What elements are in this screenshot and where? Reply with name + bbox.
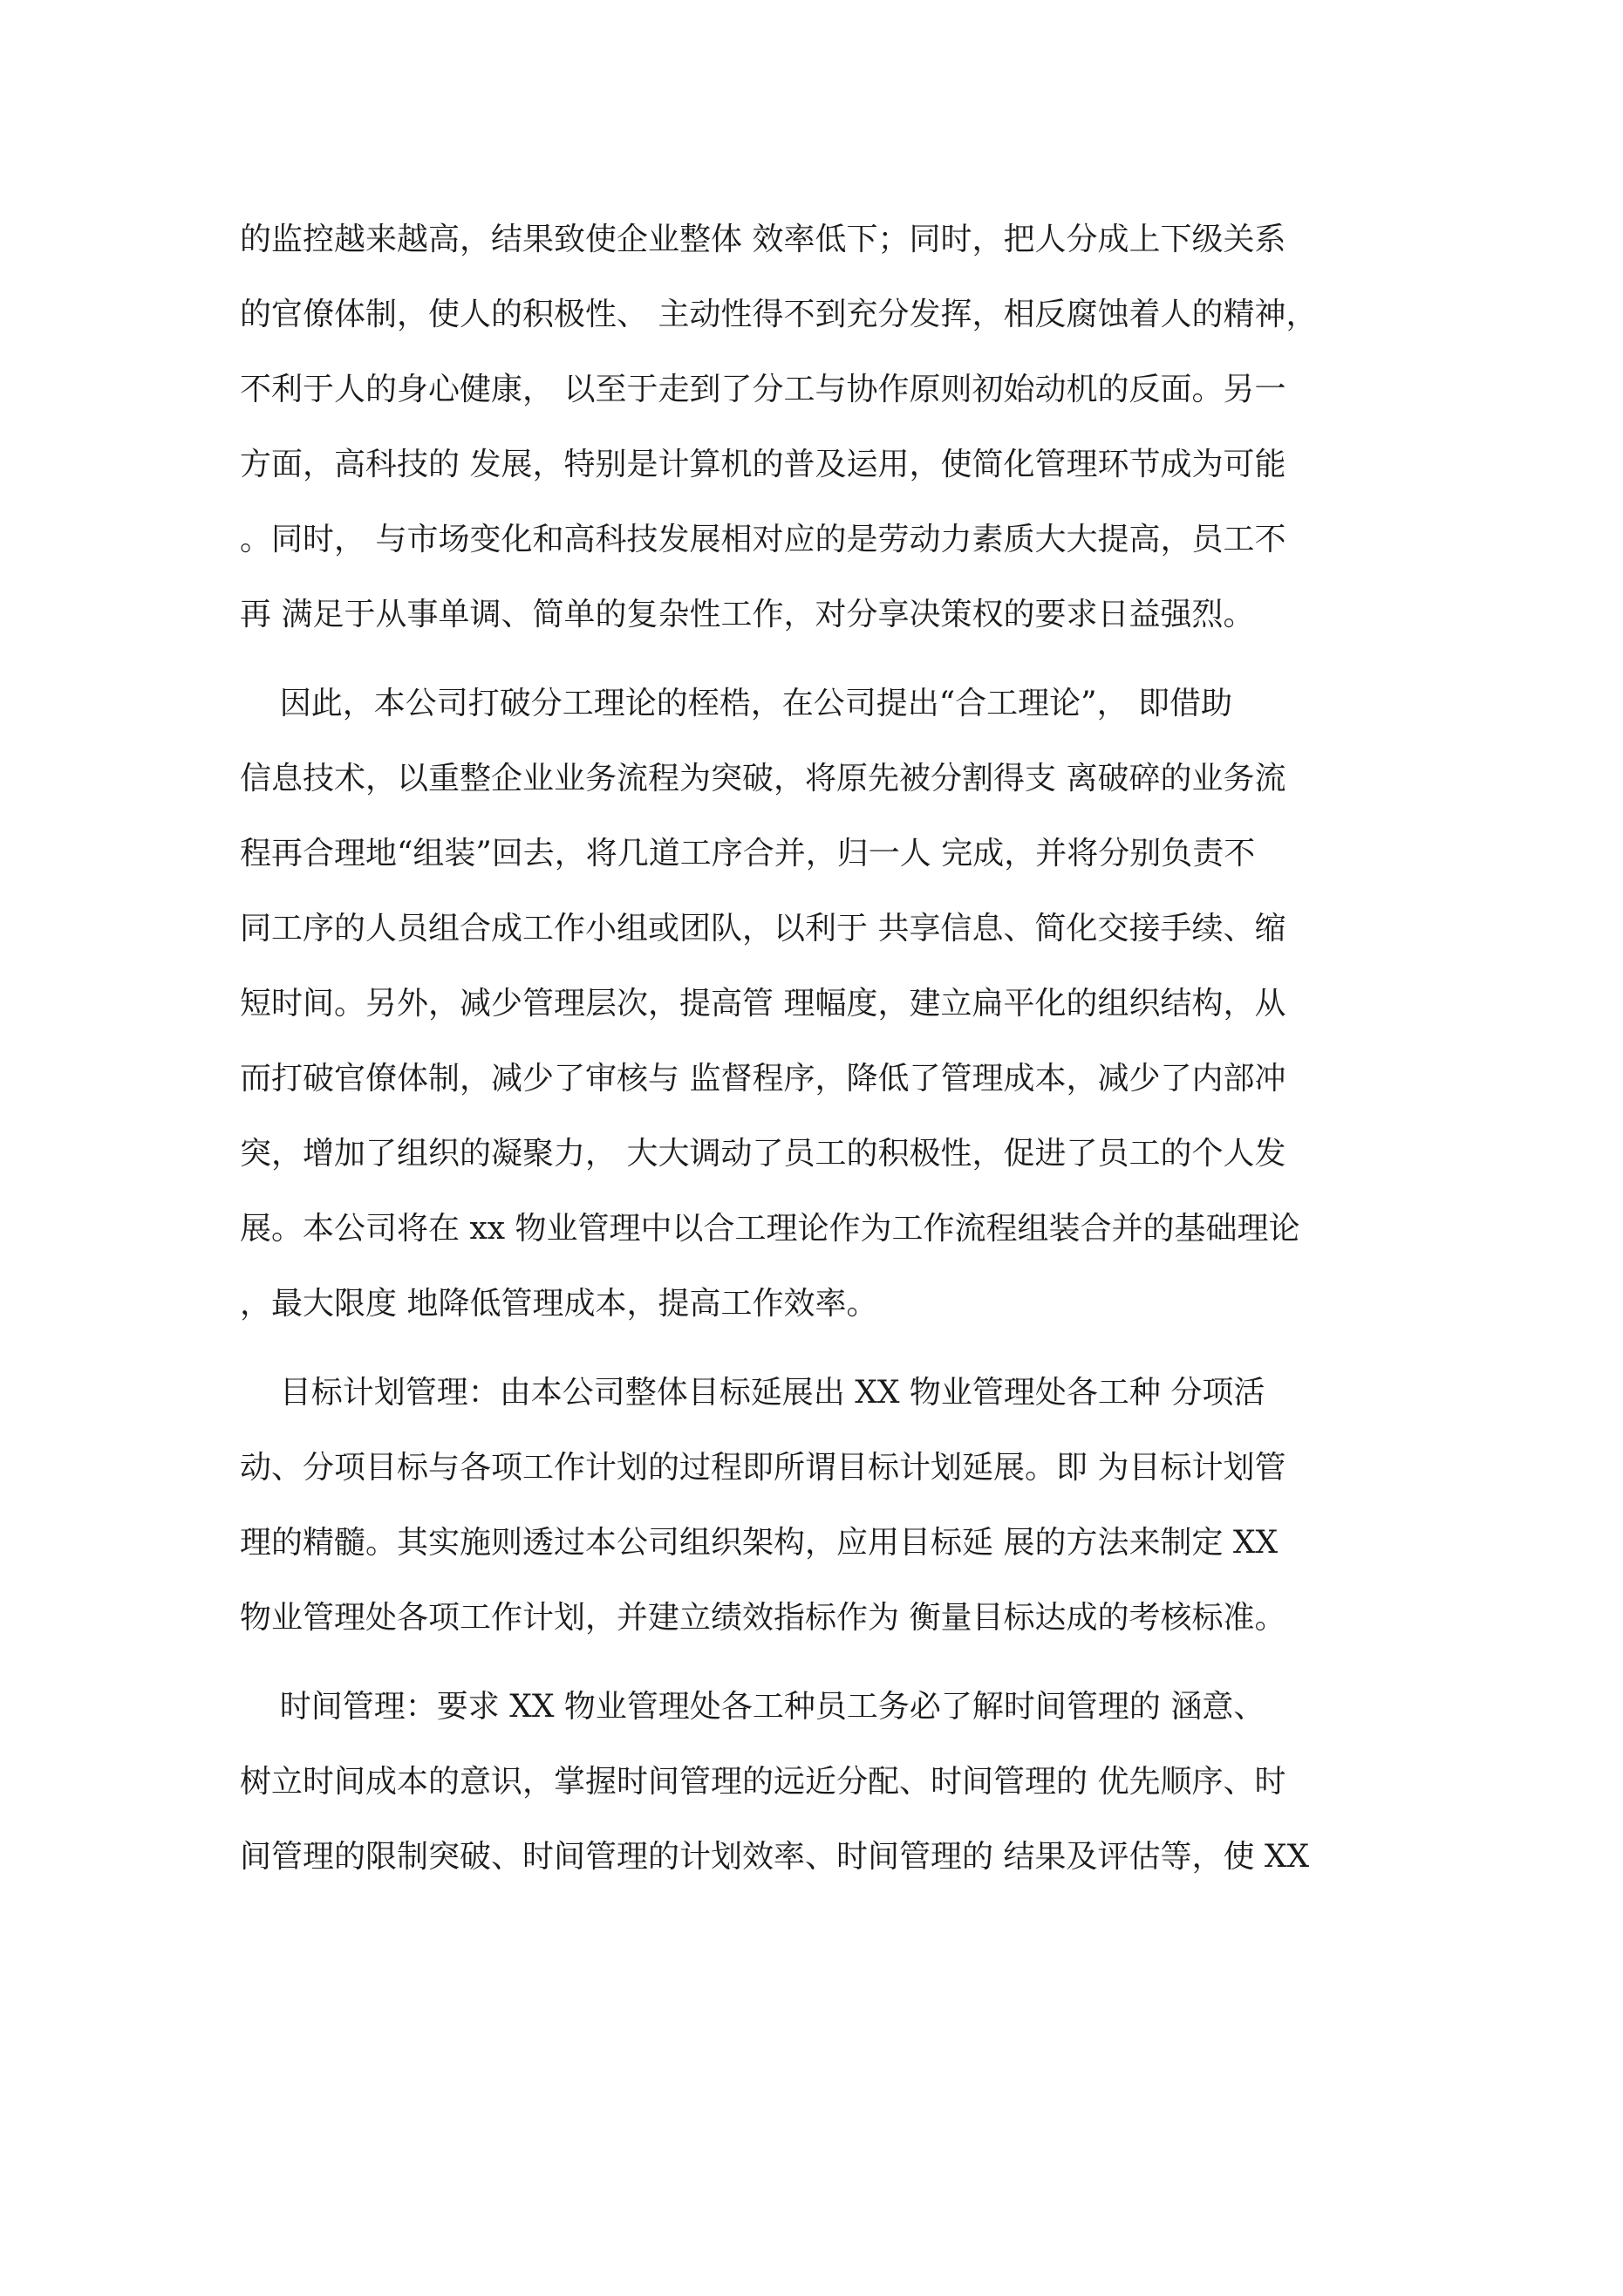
text-line: 树立时间成本的意识，掌握时间管理的远近分配、时间管理的 优先顺序、时 (240, 1764, 1286, 1800)
text-line: 。同时， 与市场变化和高科技发展相对应的是劳动力素质大大提高，员工不 (240, 522, 1286, 557)
text-line: 时间管理：要求 XX 物业管理处各工种员工务必了解时间管理的 涵意、 (240, 1689, 1265, 1725)
text-line: 同工序的人员组合成工作小组或团队，以利于 共享信息、简化交接手续、缩 (240, 911, 1286, 946)
text-line: 物业管理处各项工作计划，并建立绩效指标作为 衡量目标达成的考核标准。 (240, 1600, 1286, 1636)
paragraph (240, 1366, 1391, 1666)
paragraph-gap (240, 1666, 1391, 1680)
paragraph (240, 213, 1391, 663)
paragraph (240, 1680, 1391, 1905)
paragraph-gap (240, 663, 1391, 677)
paragraph (240, 677, 1391, 1352)
text-line: 而打破官僚体制，减少了审核与 监督程序，降低了管理成本，减少了内部冲 (240, 1061, 1286, 1097)
text-line: 不利于人的身心健康， 以至于走到了分工与协作原则初始动机的反面。另一 (240, 372, 1286, 407)
text-line: 信息技术，以重整企业业务流程为突破，将原先被分割得支 离破碎的业务流 (240, 761, 1286, 796)
text-line: 程再合理地“组装”回去，将几道工序合并，归一人 完成，并将分别负责不 (240, 836, 1256, 871)
body-text (240, 213, 1391, 1905)
text-line: 动、分项目标与各项工作计划的过程即所谓目标计划延展。即 为目标计划管 (240, 1450, 1286, 1486)
text-line: 目标计划管理：由本公司整体目标延展出 XX 物业管理处各工种 分项活 (240, 1375, 1265, 1411)
text-line: ，最大限度 地降低管理成本，提高工作效率。 (240, 1286, 878, 1322)
text-line: 因此，本公司打破分工理论的桎梏，在公司提出“合工理论”， 即借助 (240, 686, 1233, 721)
text-line: 展。本公司将在 xx 物业管理中以合工理论作为工作流程组装合并的基础理论 (240, 1211, 1300, 1247)
text-line: 理的精髓。其实施则透过本公司组织架构，应用目标延 展的方法来制定 XX (240, 1525, 1279, 1561)
text-line: 的监控越来越高，结果致使企业整体 效率低下；同时，把人分成上下级关系 (240, 222, 1286, 257)
text-line: 短时间。另外，减少管理层次，提高管 理幅度，建立扁平化的组织结构，从 (240, 986, 1286, 1022)
paragraph-gap (240, 1352, 1391, 1366)
text-line: 的官僚体制，使人的积极性、 主动性得不到充分发挥，相反腐蚀着人的精神， (240, 297, 1318, 332)
text-line: 方面，高科技的 发展，特别是计算机的普及运用，使简化管理环节成为可能 (240, 447, 1286, 482)
text-line: 间管理的限制突破、时间管理的计划效率、时间管理的 结果及评估等，使 XX (240, 1839, 1310, 1875)
text-line: 突，增加了组织的凝聚力， 大大调动了员工的积极性，促进了员工的个人发 (240, 1136, 1286, 1172)
text-line: 再 满足于从事单调、简单的复杂性工作，对分享决策权的要求日益强烈。 (240, 597, 1255, 632)
